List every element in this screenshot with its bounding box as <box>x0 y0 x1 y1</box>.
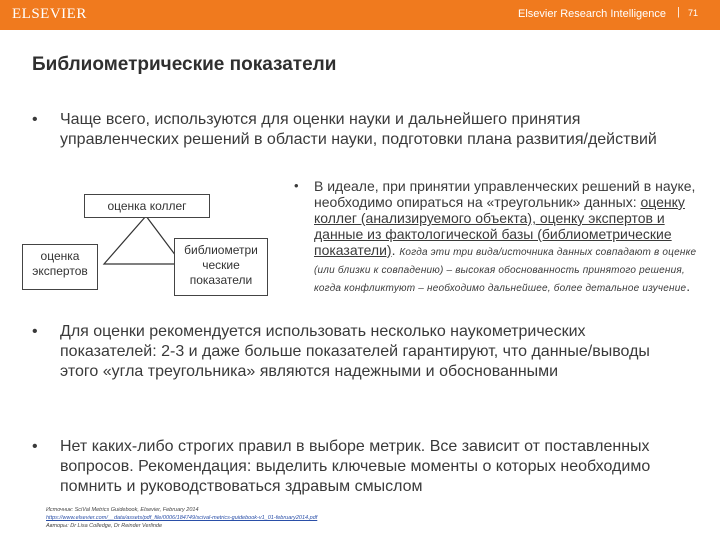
bullet-lead-text: В идеале, при принятии управленческих решений в науке, необходимо опираться на «треугольник» данных: <box>314 178 696 210</box>
bullet-marker: • <box>32 323 38 340</box>
header-bar <box>0 0 720 30</box>
bullet-marker: • <box>32 438 38 455</box>
bullet-marker: • <box>294 178 299 193</box>
underlined-text: оценку коллег (анализируемого объекта), оценку экспертов и данные из фактологической базы (библиометрические показатели) <box>314 194 685 258</box>
triangle-diagram <box>22 190 282 302</box>
diagram-node-bibliometrics: библиометри ческие показатели <box>174 238 268 296</box>
bullet-text: Нет каких-либо строгих правил в выборе метрик. Все зависит от поставленных вопросов. Рекомендация: выделить ключевые моменты о которых необходимо помнить и руководствоваться здравым смыслом <box>60 438 651 495</box>
bullet-after-text: . <box>391 242 400 258</box>
footnote-link[interactable]: https://www.elsevier.com/__data/assets/pdf_file/0006/184749/scival-metrics-guidebook-v1_01-february2014.pdf <box>46 515 318 521</box>
bullet-text: Чаще всего, используются для оценки науки и дальнейшего принятия управленческих решений в области науки, подготовки плана развития/действий <box>60 111 657 148</box>
page-number: 71 <box>687 8 698 18</box>
elsevier-logo: ELSEVIER <box>12 6 87 22</box>
bullet-end-text: . <box>686 278 691 294</box>
bullet-text: Для оценки рекомендуется использовать несколько наукометрических показателей: 2-3 и даже больше показателей гарантируют, что данные/выводы этого «угла треугольника» являются надежными и обоснованными <box>60 323 650 380</box>
italic-note: Когда эти три вида/источника данных совпадают в оценке (или близки к совпадению) – высокая обоснованность принятого решения, когда конфликтуют – необходимо дальнейшее, более детальное изучение <box>314 247 697 294</box>
header-separator: | <box>677 6 680 18</box>
bullet-text <box>314 178 710 296</box>
footnote-source: Источник: SciVal Metrics Guidebook, Elsevier, February 2014 <box>46 507 199 513</box>
slide-title: Библиометрические показатели <box>32 54 337 75</box>
diagram-node-peer-review: оценка коллег <box>84 194 210 218</box>
footnote-authors: Авторы: Dr Lisa Colledge, Dr Reinder Verlinde <box>46 523 163 529</box>
bullet-marker: • <box>32 111 38 128</box>
brand-name: Elsevier Research Intelligence <box>518 8 666 20</box>
diagram-node-expert-opinion: оценка экспертов <box>22 244 98 290</box>
source-footnote <box>46 506 666 530</box>
